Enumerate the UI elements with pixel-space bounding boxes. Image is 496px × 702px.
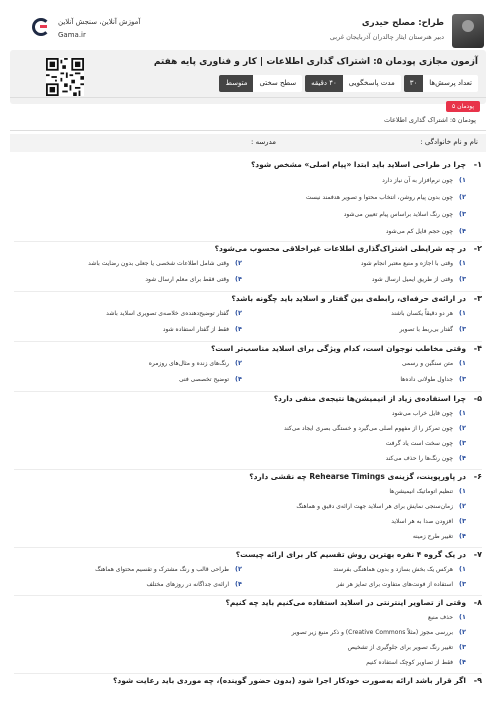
- option-text: افزودن صدا به هر اسلاید: [391, 517, 454, 525]
- question-item: [14, 472, 482, 548]
- option-item[interactable]: [428, 613, 466, 621]
- option-item[interactable]: [372, 275, 466, 283]
- option-text: چون حجم فایل کم می‌شود: [385, 227, 454, 235]
- duration-badge: [305, 75, 401, 92]
- question-text: وقتی مخاطب نوجوان است، کدام ویژگی برای اسلاید مناسب‌تر است؟: [210, 344, 466, 353]
- author-block: [264, 12, 484, 52]
- option-item[interactable]: [106, 309, 242, 317]
- option-number: ۲): [235, 565, 242, 573]
- question-item: [14, 244, 482, 292]
- option-text: ارائه‌ی جداگانه در روزهای مختلف: [146, 580, 230, 588]
- option-text: گفتار توضیح‌دهنده‌ی خلاصه‌ی تصویری اسلاید باشد: [106, 309, 230, 317]
- option-item[interactable]: [366, 658, 466, 666]
- option-text: هر دو دقیقاً یکسان باشند: [391, 309, 454, 317]
- school-label: مدرسه :: [250, 138, 276, 146]
- option-text: فقط از گفتار استفاده شود: [162, 325, 230, 333]
- option-item[interactable]: [337, 580, 466, 588]
- option-number: ۳): [459, 517, 466, 525]
- option-number: ۴): [459, 227, 466, 235]
- option-item[interactable]: [382, 176, 466, 184]
- badge-value: ۳۰: [404, 75, 424, 92]
- option-number: ۳): [459, 210, 466, 218]
- option-number: ۳): [459, 439, 466, 447]
- option-text: استفاده از فونت‌های متفاوت برای تمایز هر نفر: [336, 580, 454, 588]
- option-number: ۱): [459, 409, 466, 417]
- option-text: وقتی از طریق ایمیل ارسال شود: [371, 275, 454, 283]
- question-number: ۷-: [473, 550, 482, 559]
- option-item[interactable]: [333, 565, 466, 573]
- option-text: تغییر طرح زمینه: [412, 532, 454, 540]
- option-number: ۲): [459, 502, 466, 510]
- option-number: ۴): [235, 275, 242, 283]
- badge-label: سطح سختی: [253, 75, 302, 92]
- option-item[interactable]: [400, 325, 467, 333]
- student-name-label: نام و نام خانوادگی :: [420, 138, 478, 146]
- option-number: ۴): [459, 454, 466, 462]
- question-number: ۲-: [473, 244, 482, 253]
- qr-code-icon[interactable]: [46, 58, 84, 96]
- option-number: ۱): [459, 359, 466, 367]
- option-item[interactable]: [145, 275, 242, 283]
- option-number: ۴): [459, 658, 466, 666]
- question-item: [14, 344, 482, 392]
- question-text: اگر قرار باشد ارائه به‌صورت خودکار اجرا شود (بدون حضور گوینده)، چه موردی باید رعایت شود؟: [113, 676, 466, 685]
- option-item[interactable]: [306, 193, 466, 201]
- option-number: ۴): [235, 375, 242, 383]
- option-text: تغییر رنگ تصویر برای جلوگیری از تشخیص: [347, 643, 454, 651]
- option-item[interactable]: [400, 375, 466, 383]
- author-name: طراح: مصلح حیدری: [361, 18, 444, 28]
- question-item: [14, 676, 482, 696]
- option-text: چون رنگ اسلاید براساس پیام تعیین می‌شود: [343, 210, 454, 218]
- option-text: رنگ‌های زنده و مثال‌های روزمره: [148, 359, 230, 367]
- section-header: [10, 97, 486, 131]
- question-count-badge: [404, 75, 478, 92]
- badge-label: تعداد پرسش‌ها: [423, 75, 478, 92]
- question-text: در پاورپوینت، گزینه‌ی Rehearse Timings چه نقشی دارد؟: [249, 472, 466, 481]
- option-number: ۴): [459, 532, 466, 540]
- option-number: ۲): [235, 259, 242, 267]
- exam-info-panel: [10, 50, 486, 104]
- option-item[interactable]: [361, 259, 466, 267]
- option-number: ۳): [459, 275, 466, 283]
- question-number: ۵-: [473, 394, 482, 403]
- option-number: ۲): [235, 309, 242, 317]
- option-text: توضیح تخصصی فنی: [179, 375, 230, 383]
- author-role: دبیر هنرستان ایثار چالدران آذربایجان غربی: [329, 33, 444, 41]
- question-number: ۸-: [473, 598, 482, 607]
- question-text: در ارائه‌ی حرفه‌ای، رابطه‌ی بین گفتار و اسلاید باید چگونه باشد؟: [231, 294, 466, 303]
- option-number: ۲): [459, 628, 466, 636]
- option-number: ۳): [459, 375, 466, 383]
- option-item[interactable]: [386, 454, 466, 462]
- exam-badges: [219, 75, 478, 92]
- option-text: چون رنگ‌ها را حذف می‌کند: [385, 454, 454, 462]
- option-text: تنظیم اتوماتیک انیمیشن‌ها: [389, 487, 454, 495]
- question-number: ۳-: [473, 294, 482, 303]
- section-title: پودمان ۵: اشتراک گذاری اطلاعات: [383, 116, 476, 124]
- option-text: وقتی فقط برای معلم ارسال شود: [145, 275, 230, 283]
- option-item[interactable]: [163, 325, 242, 333]
- option-number: ۱): [459, 487, 466, 495]
- option-text: بررسی مجوز (مثلاً Creative Commons) و ذکر منبع زیر تصویر: [291, 628, 454, 636]
- question-number: ۴-: [473, 344, 482, 353]
- option-text: فقط از تصاویر کوچک استفاده کنیم: [366, 658, 454, 666]
- question-item: [14, 394, 482, 470]
- section-tag: پودمان ۵: [446, 101, 480, 112]
- option-item[interactable]: [284, 424, 466, 432]
- badge-value: متوسط: [219, 75, 253, 92]
- badge-label: مدت پاسخگویی: [343, 75, 401, 92]
- option-number: ۳): [459, 325, 466, 333]
- option-number: ۱): [459, 259, 466, 267]
- option-text: گفتار بی‌ربط با تصویر: [399, 325, 454, 333]
- option-item[interactable]: [413, 532, 466, 540]
- gama-logo-icon: [32, 18, 50, 36]
- option-item[interactable]: [391, 309, 466, 317]
- option-text: وقتی با اجازه و منبع معتبر انجام شود: [360, 259, 454, 267]
- option-text: وقتی شامل اطلاعات شخصی یا جعلی بدون رضایت باشد: [88, 259, 230, 267]
- option-number: ۱): [459, 309, 466, 317]
- option-number: ۳): [459, 643, 466, 651]
- option-item[interactable]: [149, 359, 242, 367]
- option-item[interactable]: [386, 227, 466, 235]
- option-item[interactable]: [402, 359, 466, 367]
- option-item[interactable]: [292, 628, 466, 636]
- option-item[interactable]: [392, 409, 466, 417]
- difficulty-badge: [219, 75, 302, 92]
- question-text: در چه شرایطی اشتراک‌گذاری اطلاعات غیراخلاقی محسوب می‌شود؟: [214, 244, 466, 253]
- option-text: حذف منبع: [428, 613, 454, 621]
- question-text: در یک گروه ۴ نفره بهترین روش تقسیم کار برای ارائه چیست؟: [235, 550, 466, 559]
- option-item[interactable]: [348, 643, 466, 651]
- question-text: وقتی از تصاویر اینترنتی در اسلاید استفاده می‌کنیم باید چه کنیم؟: [225, 598, 466, 607]
- option-number: ۴): [235, 580, 242, 588]
- option-number: ۱): [459, 176, 466, 184]
- question-item: [14, 598, 482, 674]
- brand-name: آموزش آنلاین، سنجش آنلاین: [58, 18, 141, 26]
- option-item[interactable]: [88, 259, 242, 267]
- option-text: چون نرم‌افزار به آن نیاز دارد: [382, 176, 454, 184]
- option-item[interactable]: [95, 565, 242, 573]
- question-number: ۶-: [473, 472, 482, 481]
- question-text: چرا استفاده‌ی زیاد از انیمیشن‌ها نتیجه‌ی منفی دارد؟: [273, 394, 466, 403]
- option-number: ۱): [459, 565, 466, 573]
- option-number: ۲): [459, 193, 466, 201]
- option-text: جداول طولانی داده‌ها: [400, 375, 454, 383]
- option-text: چون سخت است یاد گرفت: [385, 439, 454, 447]
- option-text: زمان‌سنجی نمایش برای هر اسلاید جهت ارائه‌ی دقیق و هماهنگ: [296, 502, 454, 510]
- option-text: طراحی قالب و رنگ مشترک و تقسیم محتوای هماهنگ: [95, 565, 230, 573]
- option-text: چون بدون پیام روشن، انتخاب محتوا و تصویر هدفمند نیست: [305, 193, 454, 201]
- option-number: ۲): [459, 424, 466, 432]
- question-text: چرا در طراحی اسلاید باید ابتدا «پیام اصلی» مشخص شود؟: [250, 160, 466, 169]
- option-text: متن سنگین و رسمی: [401, 359, 454, 367]
- question-item: [14, 160, 482, 242]
- author-avatar: [452, 14, 484, 48]
- option-number: ۱): [459, 613, 466, 621]
- option-item[interactable]: [391, 517, 466, 525]
- option-number: ۲): [235, 359, 242, 367]
- option-number: ۳): [459, 580, 466, 588]
- badge-value: ۴۰ دقیقه: [305, 75, 343, 92]
- student-info-bar: [10, 134, 486, 152]
- question-number: ۱-: [473, 160, 482, 169]
- option-number: ۴): [235, 325, 242, 333]
- brand-block[interactable]: [10, 12, 170, 52]
- option-text: چون تمرکز را از مفهوم اصلی می‌گیرد و خستگی بصری ایجاد می‌کند: [283, 424, 454, 432]
- exam-title: آزمون مجازی پودمان ۵: اشتراک گذاری اطلاعات | کار و فناوری پایه هفتم: [153, 57, 478, 67]
- option-item[interactable]: [296, 502, 466, 510]
- option-text: چون فایل خراب می‌شود: [391, 409, 454, 417]
- brand-site[interactable]: Gama.ir: [58, 31, 86, 39]
- option-item[interactable]: [146, 580, 242, 588]
- question-item: [14, 294, 482, 342]
- question-number: ۹-: [473, 676, 482, 685]
- option-item[interactable]: [386, 439, 466, 447]
- option-item[interactable]: [179, 375, 242, 383]
- option-item[interactable]: [344, 210, 466, 218]
- option-item[interactable]: [389, 487, 466, 495]
- option-text: هرکس یک بخش بسازد و بدون هماهنگی بفرستد: [333, 565, 454, 573]
- question-item: [14, 550, 482, 596]
